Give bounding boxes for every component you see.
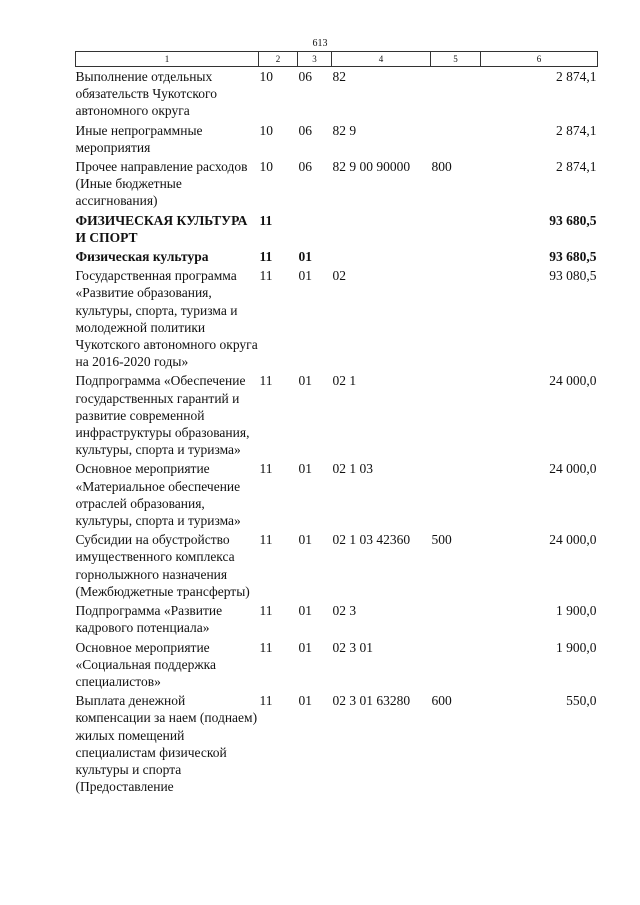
- table-row: [76, 371, 598, 459]
- row-target-article-code: [332, 247, 431, 266]
- budget-table: [75, 51, 598, 796]
- row-expense-type-code: 800: [431, 159, 452, 175]
- row-amount: 24 000,0: [549, 532, 597, 548]
- column-header-3: 3: [298, 52, 332, 67]
- row-expense-type-code: [431, 211, 481, 247]
- row-subsection-code: 01: [298, 268, 312, 284]
- row-amount: 1 900,0: [556, 639, 597, 655]
- row-name: Основное мероприятие «Социальная поддержка специалистов»: [75, 639, 216, 689]
- table-row: [76, 67, 598, 121]
- row-amount: 93 080,5: [549, 268, 597, 284]
- column-header-5: 5: [431, 52, 481, 67]
- row-name: Подпрограмма «Развитие кадрового потенциала»: [75, 603, 223, 636]
- row-amount: 2 874,1: [556, 122, 597, 138]
- table-row: [76, 157, 598, 211]
- row-target-article-code: 82 9 00 90000: [332, 159, 411, 175]
- column-number-row: [76, 52, 598, 67]
- row-section-code: 10: [259, 122, 273, 138]
- row-name: Физическая культура: [75, 249, 209, 265]
- row-subsection-code: 01: [298, 373, 312, 389]
- row-expense-type-code: [431, 371, 481, 459]
- row-subsection-code: 01: [298, 603, 312, 619]
- row-amount: 24 000,0: [549, 461, 597, 477]
- row-expense-type-code: [431, 266, 481, 371]
- row-subsection-code: 01: [298, 461, 312, 477]
- row-amount: 24 000,0: [549, 373, 597, 389]
- row-target-article-code: 02 3 01 63280: [332, 693, 411, 709]
- row-section-code: 11: [259, 268, 273, 284]
- row-name: Субсидии на обустройство имущественного комплекса горнолыжного назначения (Межбюджетные трансферты): [75, 532, 250, 599]
- row-amount: 2 874,1: [556, 69, 597, 84]
- row-amount: 550,0: [566, 693, 597, 709]
- table-row: [76, 211, 598, 247]
- table-row: [76, 247, 598, 266]
- table-row: [76, 266, 598, 371]
- row-name: Иные непрограммные мероприятия: [75, 122, 203, 155]
- row-name: Государственная программа «Развитие образования, культуры, спорта, туризма и молодежной политики Чукотского автономного округа на 2016-2020 годы»: [75, 268, 258, 370]
- page-number: 613: [312, 38, 328, 49]
- row-name: Прочее направление расходов (Иные бюджетные ассигнования): [75, 159, 248, 209]
- row-target-article-code: [332, 211, 431, 247]
- row-section-code: 11: [259, 249, 273, 265]
- table-row: [76, 601, 598, 637]
- row-section-code: 11: [259, 603, 273, 619]
- row-name: Подпрограмма «Обеспечение государственных гарантий и развитие современной инфраструктуры образования, культуры, спорта и туризма»: [75, 373, 250, 458]
- row-subsection-code: [298, 211, 332, 247]
- row-target-article-code: 02 1: [332, 373, 357, 389]
- row-target-article-code: 02: [332, 268, 346, 284]
- row-expense-type-code: 500: [431, 532, 452, 548]
- row-expense-type-code: [431, 601, 481, 637]
- row-subsection-code: 01: [298, 693, 312, 709]
- row-section-code: 11: [259, 639, 273, 655]
- row-subsection-code: 06: [298, 69, 312, 84]
- row-expense-type-code: 600: [431, 693, 452, 709]
- row-section-code: 11: [259, 461, 273, 477]
- row-subsection-code: 01: [298, 639, 312, 655]
- row-target-article-code: 02 1 03: [332, 461, 373, 477]
- row-section-code: 10: [259, 69, 273, 84]
- table-row: [76, 638, 598, 692]
- row-section-code: 11: [259, 373, 273, 389]
- row-expense-type-code: [431, 638, 481, 692]
- row-expense-type-code: [431, 121, 481, 157]
- row-expense-type-code: [431, 459, 481, 530]
- row-expense-type-code: [431, 67, 481, 121]
- row-section-code: 11: [259, 693, 273, 709]
- row-subsection-code: 06: [298, 159, 312, 175]
- table-row: [76, 121, 598, 157]
- row-amount: 2 874,1: [556, 159, 597, 175]
- row-target-article-code: 02 3: [332, 603, 357, 619]
- row-name: ФИЗИЧЕСКАЯ КУЛЬТУРА И СПОРТ: [75, 212, 248, 245]
- row-section-code: 11: [259, 532, 273, 548]
- row-name: Выплата денежной компенсации за наем (поднаем) жилых помещений специалистам физической культуры и спорта (Предоставление: [75, 693, 258, 795]
- column-header-1: 1: [76, 52, 259, 67]
- row-target-article-code: 02 3 01: [332, 639, 373, 655]
- row-name: Основное мероприятие «Материальное обеспечение отраслей образования, культуры, спорта и туризма»: [75, 461, 241, 529]
- row-target-article-code: 82 9: [332, 122, 357, 138]
- row-subsection-code: 01: [298, 249, 312, 265]
- table-row: [76, 459, 598, 530]
- row-subsection-code: 06: [298, 122, 312, 138]
- column-header-4: 4: [332, 52, 431, 67]
- row-amount: 93 680,5: [549, 212, 597, 228]
- column-header-2: 2: [259, 52, 298, 67]
- row-expense-type-code: [431, 247, 481, 266]
- row-section-code: 10: [259, 159, 273, 175]
- row-amount: 93 680,5: [549, 249, 597, 265]
- row-section-code: 11: [259, 212, 273, 228]
- table-row: [76, 691, 598, 796]
- row-target-article-code: 82: [332, 69, 346, 84]
- row-amount: 1 900,0: [556, 603, 597, 619]
- row-target-article-code: 02 1 03 42360: [332, 532, 411, 548]
- column-header-6: 6: [481, 52, 598, 67]
- row-subsection-code: 01: [298, 532, 312, 548]
- row-name: Выполнение отдельных обязательств Чукотского автономного округа: [75, 69, 217, 119]
- table-row: [76, 530, 598, 601]
